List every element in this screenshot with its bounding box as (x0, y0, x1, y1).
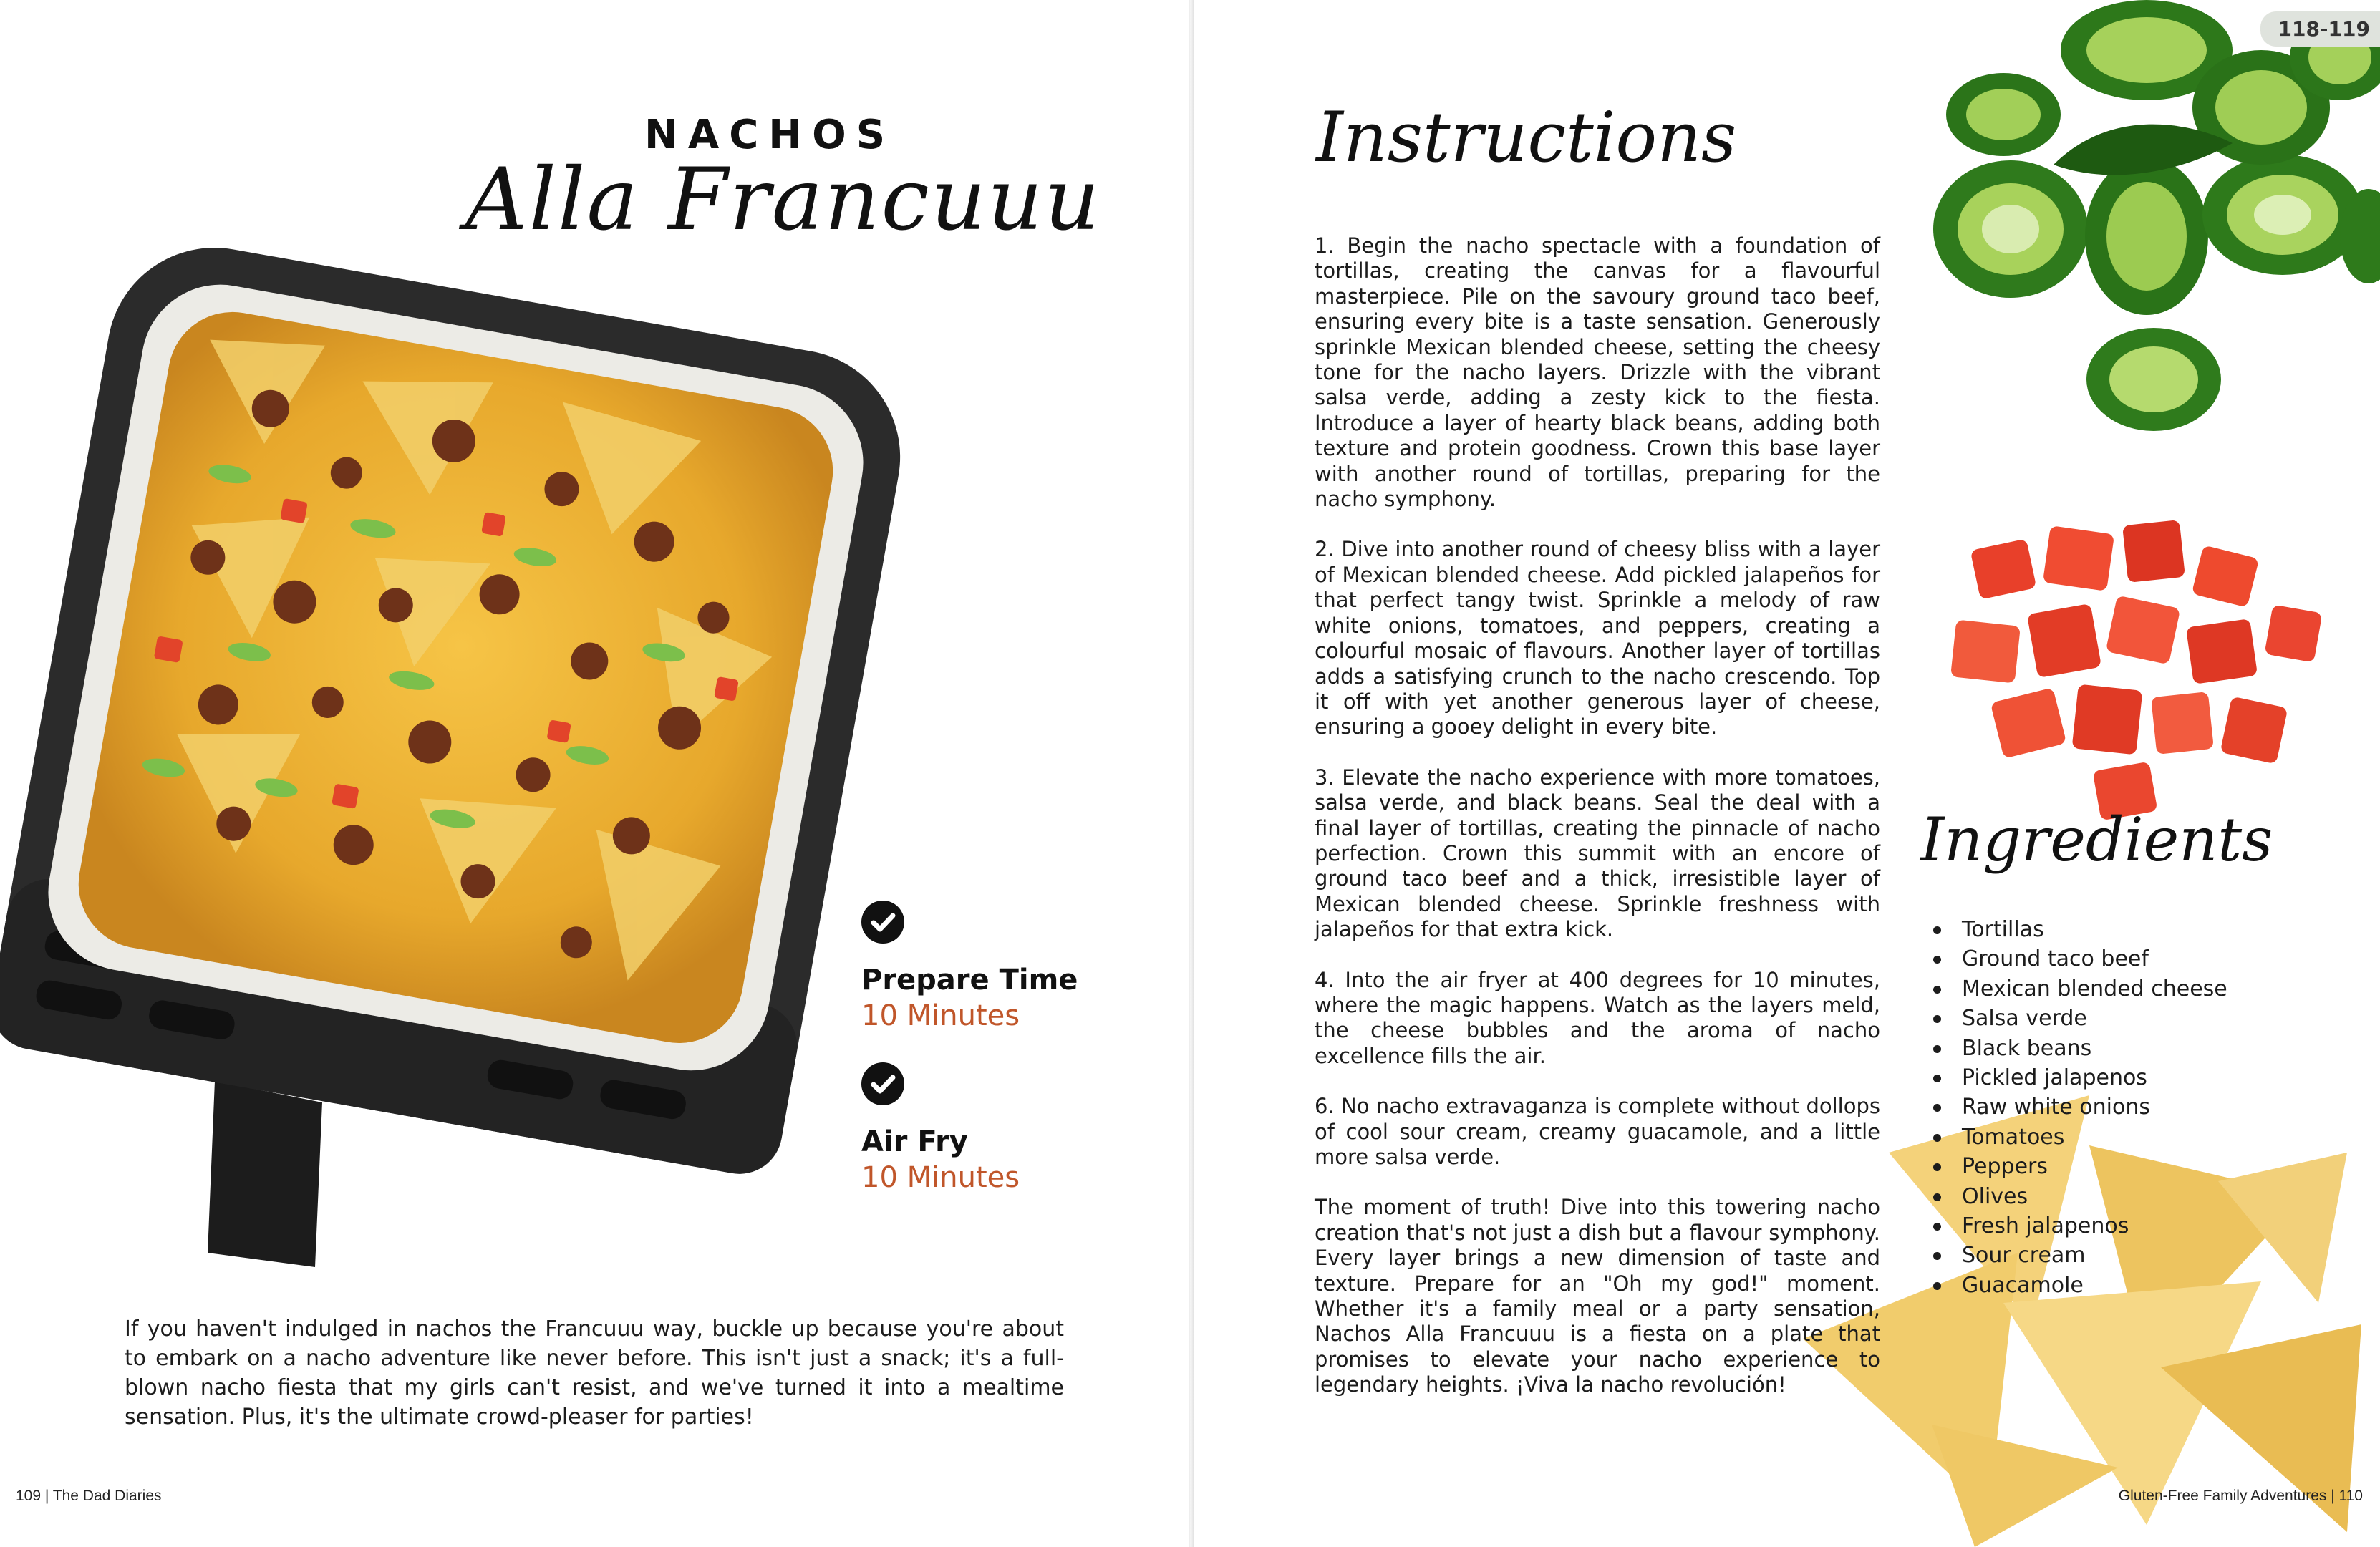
left-page (0, 0, 1189, 1547)
instruction-step: 6. No nacho extravaganza is complete without dollops of cool sour cream, creamy guacamole, and a little more salsa verde. (1315, 1094, 1880, 1169)
instructions-body (1315, 233, 1880, 1423)
instruction-step: 2. Dive into another round of cheesy bliss with a layer of Mexican blended cheese. Add pickled jalapeños for that perfect tangy twist. Sprinkle a melody of raw white onions, tomatoes, and peppers, creating a colourful mosaic of flavours. Another layer of tortillas adds a satisfying crunch to the nacho crescendo. Top it off with yet another generous layer of cheese, ensuring a gooey delight in every bite. (1315, 537, 1880, 739)
check-icon (861, 1062, 904, 1105)
ingredient-item: Raw white onions (1933, 1092, 2234, 1122)
ingredient-item: Peppers (1933, 1152, 2234, 1181)
ingredient-item: Fresh jalapenos (1933, 1211, 2234, 1241)
ingredients-list (1933, 915, 2234, 1300)
recipe-intro: If you haven't indulged in nachos the Francuuu way, buckle up because you're about to embark on a nacho adventure like never before. This isn't just a snack; it's a full-blown nacho fiesta that my girls can't resist, and we've turned it into a mealtime sensation. Plus, it's the ultimate crowd-pleaser for parties! (125, 1316, 1064, 1430)
air-fry-time-block (861, 1062, 1020, 1194)
ingredient-item: Tomatoes (1933, 1122, 2234, 1152)
ingredient-item: Salsa verde (1933, 1004, 2234, 1033)
air-fry-value: 10 Minutes (861, 1161, 1020, 1194)
left-page-footer: 109 | The Dad Diaries (16, 1488, 162, 1504)
book-spine (1189, 0, 1194, 1547)
ingredient-item: Black beans (1933, 1034, 2234, 1063)
ingredient-item: Ground taco beef (1933, 944, 2234, 974)
ingredients-heading: Ingredients (1920, 805, 2273, 875)
diced-tomato-photo (1910, 501, 2340, 845)
prepare-time-label: Prepare Time (861, 964, 1078, 996)
ingredient-item: Mexican blended cheese (1933, 974, 2234, 1004)
recipe-title-small: NACHOS (644, 112, 896, 158)
check-icon (861, 901, 904, 944)
ingredient-item: Guacamole (1933, 1271, 2234, 1300)
page-range-badge: 118-119 (2260, 11, 2380, 47)
prepare-time-value: 10 Minutes (861, 999, 1020, 1032)
instruction-step: 3. Elevate the nacho experience with more tomatoes, salsa verde, and black beans. Seal the deal with a final layer of tortillas, creating the pinnacle of nacho perfection. Crown this summit with an encore of ground taco beef and a thick, irresistible layer of Mexican blended cheese. Sprinkle freshness with jalapeños for that extra kick. (1315, 765, 1880, 942)
recipe-title-script: Alla Francuuu (465, 150, 1101, 250)
jalapeno-slices-photo (1875, 0, 2380, 444)
instructions-heading: Instructions (1316, 97, 1737, 178)
ingredient-item: Sour cream (1933, 1241, 2234, 1270)
instruction-step: 1. Begin the nacho spectacle with a foundation of tortillas, creating the canvas for a flavourful masterpiece. Pile on the savoury ground taco beef, ensuring every bite is a taste sensation. Generously sprinkle Mexican blended cheese, setting the cheesy tone for the nacho layers. Drizzle with the vibrant salsa verde, adding a zesty kick to the fiesta. Introduce a layer of hearty black beans, adding both texture and protein goodness. Crown this base layer with another round of tortillas, preparing for the nacho symphony. (1315, 233, 1880, 512)
instruction-closing: The moment of truth! Dive into this towering nacho creation that's not just a dish but a flavour symphony. Every layer brings a new dimension of taste and texture. Prepare for an "Oh my god!" moment. Whether it's a family meal or a party sensation, Nachos Alla Francuuu is a fiesta on a plate that promises to elevate your nacho experience to legendary heights. ¡Viva la nacho revolución! (1315, 1195, 1880, 1397)
instruction-step: 4. Into the air fryer at 400 degrees for 10 minutes, where the magic happens. Watch as the layers meld, the cheese bubbles and the aroma of nacho excellence fills the air. (1315, 967, 1880, 1068)
ingredient-item: Olives (1933, 1182, 2234, 1211)
prepare-time-block (861, 901, 1078, 1032)
air-fry-label: Air Fry (861, 1125, 968, 1158)
nachos-airfryer-photo (0, 172, 902, 1289)
right-page (1194, 0, 2380, 1547)
right-page-footer: Gluten-Free Family Adventures | 110 (2118, 1488, 2363, 1504)
ingredient-item: Pickled jalapenos (1933, 1063, 2234, 1092)
ingredient-item: Tortillas (1933, 915, 2234, 944)
